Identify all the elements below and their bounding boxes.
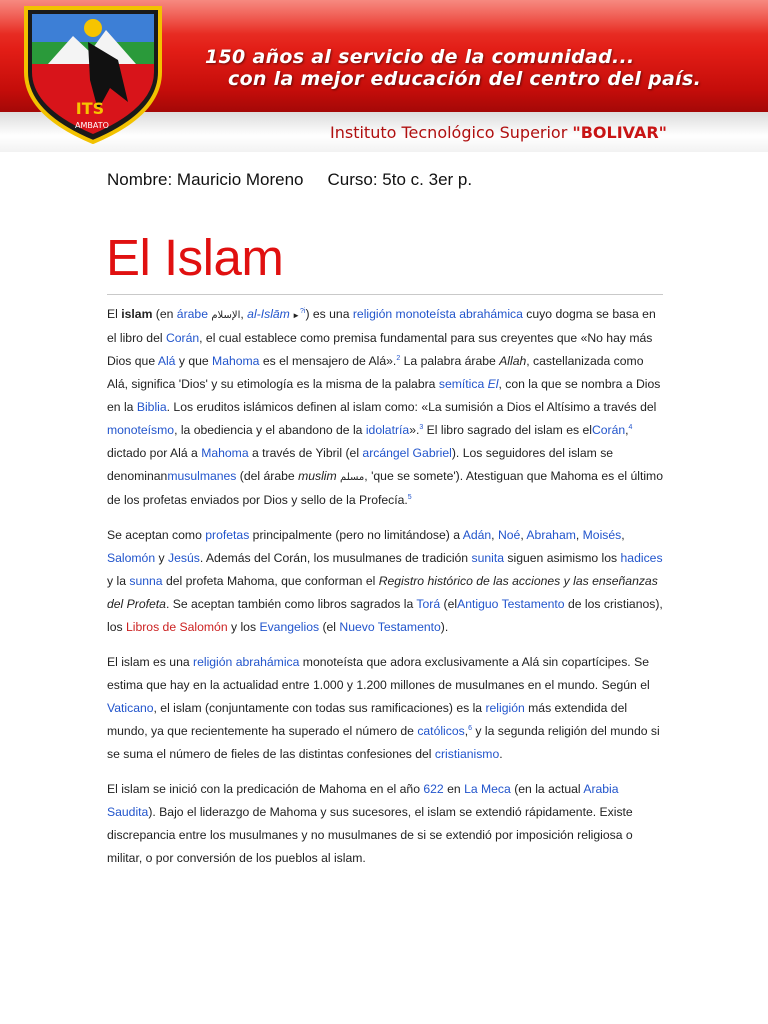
institute-shield-logo <box>18 2 168 144</box>
italic-muslim: muslim <box>298 469 337 483</box>
arabic-muslim: مسلم <box>340 472 365 483</box>
link-monoteismo[interactable]: monoteísmo <box>107 423 175 437</box>
ref-2[interactable]: 2 <box>396 354 401 362</box>
bold-islam: islam <box>121 307 153 321</box>
institute-name <box>330 123 667 142</box>
link-mahoma-2[interactable]: Mahoma <box>201 446 249 460</box>
student-course: Curso: 5to c. 3er p. <box>327 170 473 189</box>
paragraph-3: El islam es una religión abrahámica monoteísta que adora exclusivamente a Alá sin copartícipes. Se estima que hay en la actualidad entre 1.000 y 1.200 millones de musulmanes en el mundo. Según el Vaticano, el islam (conjuntamente con todas sus ramificaciones) es la religión más extendida del mundo, ya que recientemente ha superado el número de católicos,$^6$ y la segunda religión del mundo si se suma el número de fieles de las distintas confesiones del cristianismo. <box>107 655 660 761</box>
page-title: El Islam <box>106 229 284 286</box>
arabic-islam: الإسلام <box>211 310 241 321</box>
link-coran-2[interactable]: Corán <box>591 423 626 437</box>
italic-allah: Allah <box>499 354 527 368</box>
paragraph-2: Se aceptan como profetas principalmente (pero no limitándose) a Adán, Noé, Abraham, Moisés, Salomón y Jesús. Además del Corán, los musulmanes de tradición sunita siguen asimismo los hadices y la sunna del profeta Mahoma, que conforman el Registro histórico de las acciones y las enseñanzas del Profeta. Se aceptan también como libros sagrados la Torá (elAntiguo Testamento de los cristianos), los Libros de Salomón y los Evangelios (el Nuevo Testamento). <box>107 528 663 634</box>
link-idolatria[interactable]: idolatría <box>365 423 410 437</box>
link-sunita[interactable]: sunita <box>471 551 505 565</box>
link-cristianismo[interactable]: cristianismo <box>434 747 500 761</box>
link-moises[interactable]: Moisés <box>582 528 622 542</box>
logo-city-text: AMBATO <box>75 121 109 130</box>
link-libros-salomon[interactable]: Libros de Salomón <box>125 620 228 634</box>
link-al-islam[interactable]: al-Islām <box>247 307 290 321</box>
link-coran[interactable]: Corán <box>165 331 200 345</box>
institute-prefix: Instituto Tecnológico Superior <box>330 123 573 142</box>
link-biblia[interactable]: Biblia <box>136 400 167 414</box>
link-arcangel-gabriel[interactable]: arcángel Gabriel <box>362 446 452 460</box>
link-arabia-saudita[interactable]: Arabia Saudita <box>107 782 619 819</box>
link-ala[interactable]: Alá <box>157 354 176 368</box>
link-adan[interactable]: Adán <box>462 528 492 542</box>
link-antiguo-testamento[interactable]: Antiguo Testamento <box>457 597 565 611</box>
link-noe[interactable]: Noé <box>497 528 521 542</box>
institute-bolivar: "BOLIVAR" <box>572 123 668 142</box>
student-name: Nombre: Mauricio Moreno <box>107 170 304 189</box>
paragraph-4: El islam se inició con la predicación de Mahoma en el año 622 en La Meca (en la actual Arabia Saudita). Bajo el liderazgo de Mahoma y sus sucesores, el islam se extendió rápidamente. Existe discrepancia entre los musulmanes y no musulmanes de si se extendió por imposición religiosa o militar, o por conversión de los pueblos al islam. <box>107 782 633 865</box>
audio-note[interactable]: ?i <box>299 307 306 315</box>
link-la-meca[interactable]: La Meca <box>464 782 511 796</box>
link-salomon[interactable]: Salomón <box>107 551 156 565</box>
link-catolicos[interactable]: católicos <box>417 724 465 738</box>
slogan-line-1: 150 años al servicio de la comunidad... <box>205 46 635 68</box>
link-sunna[interactable]: sunna <box>129 574 163 588</box>
link-mahoma[interactable]: Mahoma <box>212 354 260 368</box>
link-vaticano[interactable]: Vaticano <box>107 701 154 715</box>
link-arabe[interactable]: árabe <box>176 307 208 321</box>
link-622[interactable]: 622 <box>423 782 444 796</box>
link-evangelios[interactable]: Evangelios <box>259 620 320 634</box>
link-abraham[interactable]: Abraham <box>526 528 576 542</box>
paragraph-1: El islam (en árabe الإسلام, al-Islām ►$^{?i}$) es una religión monoteísta abrahámica cuyo dogma se basa en el libro del Corán, el cual establece como premisa fundamental para sus creyentes que «No hay más Dios que Alá y que Mahoma es el mensajero de Alá».$^2$ La palabra árabe Allah, castellanizada como Alá, significa 'Dios' y su etimología es la misma de la palabra semítica El, con la que se nombra a Dios en la Biblia. Los eruditos islámicos definen al islam como: «La sumisión a Dios el Altísimo a través del monoteísmo, la obediencia y el abandono de la idolatría».$^3$ El libro sagrado del islam es elCorán,$^4$ dictado por Alá a Mahoma a través de Yibril (el arcángel Gabriel). Los seguidores del islam se denominanmusulmanes (del árabe muslim مسلم, 'que se somete'). Atestiguan que Mahoma es el último de los profetas enviados por Dios y sello de la Profecía.$^5$ <box>107 307 663 507</box>
link-nuevo-testamento[interactable]: Nuevo Testamento <box>339 620 441 634</box>
article-body <box>107 303 667 882</box>
audio-icon[interactable]: ► <box>289 311 300 320</box>
ref-4[interactable]: 4 <box>628 423 633 431</box>
link-musulmanes[interactable]: musulmanes <box>167 469 237 483</box>
ref-6[interactable]: 6 <box>468 724 473 732</box>
link-profetas[interactable]: profetas <box>205 528 250 542</box>
link-religion-abrahamica[interactable]: religión abrahámica <box>193 655 300 669</box>
link-semitica[interactable]: semítica <box>438 377 485 391</box>
link-tora[interactable]: Torá <box>416 597 441 611</box>
header-banner <box>0 0 768 152</box>
ref-3[interactable]: 3 <box>419 423 424 431</box>
slogan-line-2: con la mejor educación del centro del país. <box>228 68 702 90</box>
link-religion[interactable]: religión <box>485 701 525 715</box>
student-info <box>107 170 472 190</box>
logo-its-text: ITS <box>75 99 105 118</box>
link-religion-monoteista[interactable]: religión monoteísta abrahámica <box>352 307 523 321</box>
link-hadices[interactable]: hadices <box>620 551 663 565</box>
link-el[interactable]: El <box>487 377 499 391</box>
ref-5[interactable]: 5 <box>407 493 412 501</box>
link-jesus[interactable]: Jesús <box>167 551 200 565</box>
title-divider <box>107 294 663 295</box>
italic-registro: Registro histórico de las acciones y las enseñanzas del Profeta <box>107 574 658 611</box>
